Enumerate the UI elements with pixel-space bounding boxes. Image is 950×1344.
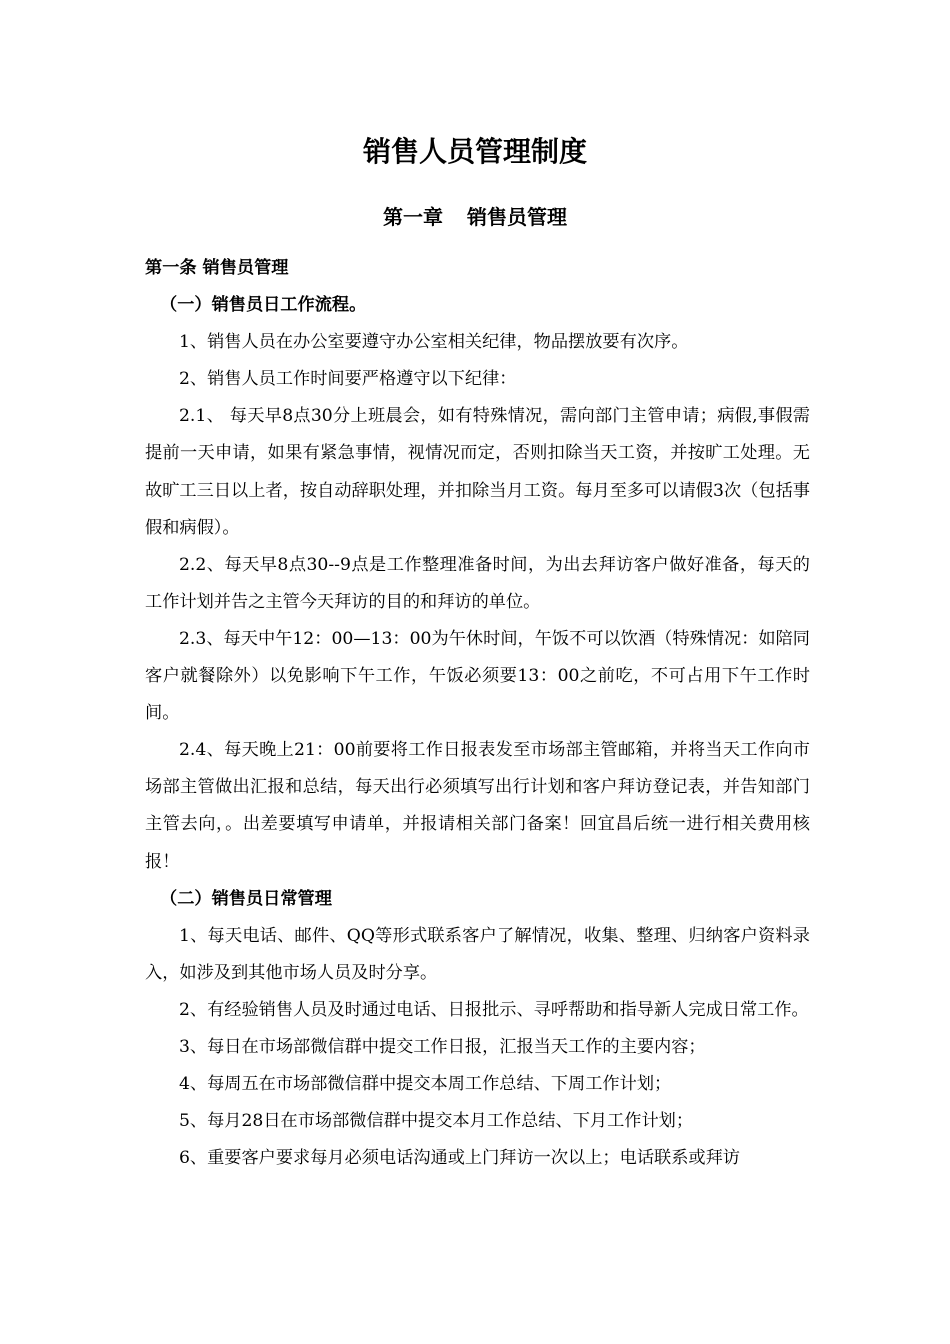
paragraph: 1、销售人员在办公室要遵守办公室相关纪律，物品摆放要有次序。 — [179, 332, 689, 353]
document-body — [145, 250, 810, 1177]
paragraph: 2、销售人员工作时间要严格遵守以下纪律： — [179, 369, 517, 390]
paragraph: 6、重要客户要求每月必须电话沟通或上门拜访一次以上；电话联系或拜访 — [179, 1148, 740, 1169]
paragraph: 3、每日在市场部微信群中提交工作日报，汇报当天工作的主要内容； — [179, 1036, 706, 1057]
paragraph: 2、有经验销售人员及时通过电话、日报批示、寻呼帮助和指导新人完成日常工作。 — [179, 999, 809, 1020]
chapter-name: 销售员管理 — [467, 205, 567, 229]
paragraph: 1、每天电话、邮件、QQ等形式联系客户了解情况，收集、整理、归纳客户资料录入，如涉及到其他市场人员及时分享。 — [145, 925, 810, 983]
section-heading-daily-workflow: （一）销售员日工作流程。 — [160, 295, 367, 316]
article-heading: 第一条 销售员管理 — [145, 258, 289, 278]
paragraph: 2.3、每天中午12：00—13：00为午休时间，午饭不可以饮酒（特殊情况：如陪同客户就餐除外）以免影响下午工作，午饭必须要13：00之前吃，不可占用下午工作时间。 — [145, 628, 810, 724]
chapter-title — [0, 200, 950, 234]
paragraph: 4、每周五在市场部微信群中提交本周工作总结、下周工作计划； — [179, 1074, 672, 1095]
chapter-number: 第一章 — [383, 205, 443, 229]
paragraph: 2.1、 每天早8点30分上班晨会，如有特殊情况，需向部门主管申请；病假,事假需提前一天申请，如果有紧急事情，视情况而定，否则扣除当天工资，并按旷工处理。无故旷工三日以上者，按自动辞职处理，并扣除当月工资。每月至多可以请假3次（包括事假和病假）。 — [145, 406, 810, 538]
paragraph: 2.4、每天晚上21：00前要将工作日报表发至市场部主管邮箱，并将当天工作向市场部主管做出汇报和总结，每天出行必须填写出行计划和客户拜访登记表，并告知部门主管去向，。出差要填写申请单，并报请相关部门备案！回宜昌后统一进行相关费用核报！ — [145, 740, 810, 872]
document-title: 销售人员管理制度 — [362, 135, 587, 168]
paragraph: 2.2、每天早8点30--9点是工作整理准备时间，为出去拜访客户做好准备，每天的工作计划并告之主管今天拜访的目的和拜访的单位。 — [145, 554, 810, 612]
paragraph: 5、每月28日在市场部微信群中提交本月工作总结、下月工作计划； — [179, 1111, 694, 1132]
section-heading-daily-management: （二）销售员日常管理 — [160, 888, 332, 909]
